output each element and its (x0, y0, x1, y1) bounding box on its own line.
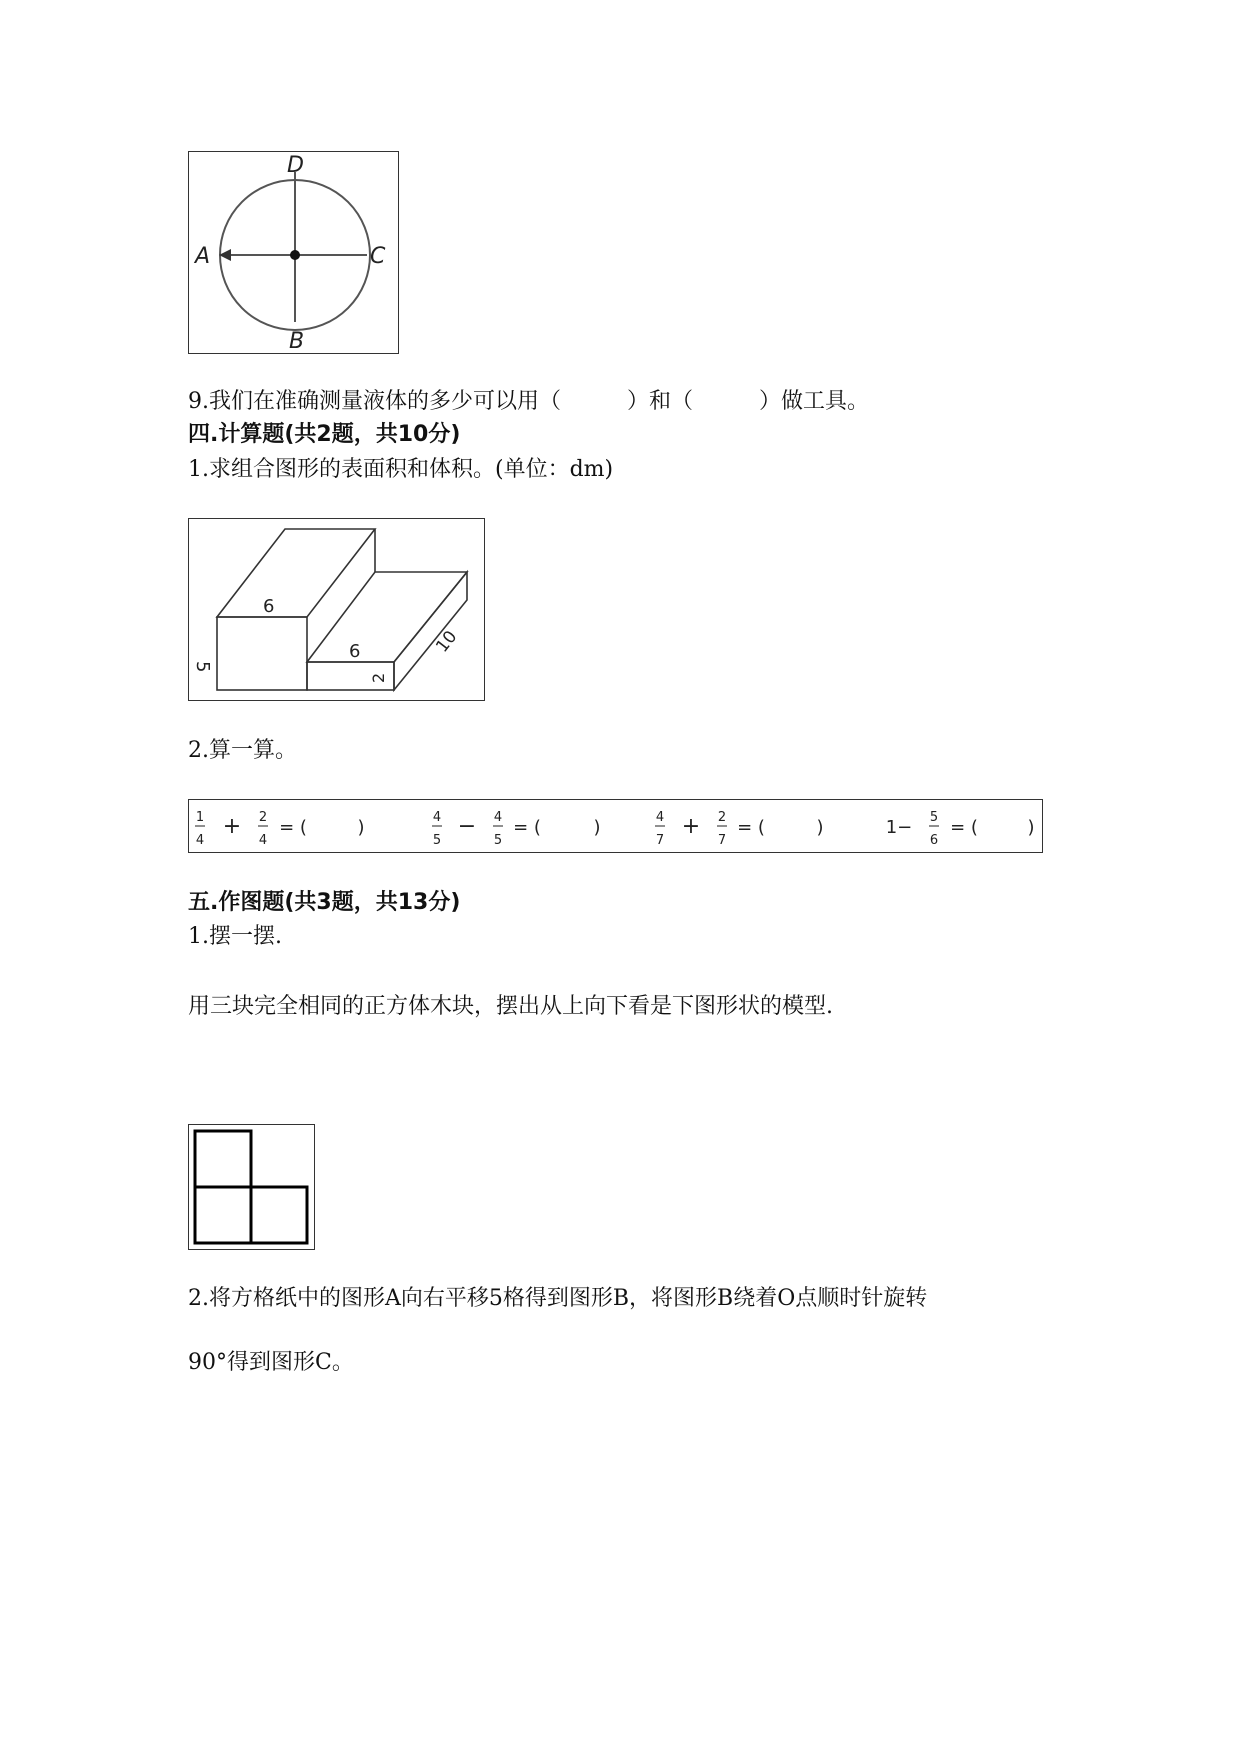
circle-figure (188, 151, 399, 354)
label-step-height: 2 (369, 672, 388, 683)
calc2-a-den: 5 (432, 833, 442, 848)
label-b: B (289, 329, 305, 352)
question-9: 9.我们在准确测量液体的多少可以用（ ）和（ ）做工具。 (188, 389, 869, 414)
section-5-q1-desc: 用三块完全相同的正方体木块，摆出从上向下看是下图形状的模型. (188, 994, 833, 1019)
calc1-b-num: 2 (258, 810, 268, 825)
label-d: D (287, 153, 304, 178)
calc3-a-num: 4 (655, 810, 665, 825)
calculation-row (188, 799, 1043, 853)
calc1-op: + (222, 814, 242, 839)
tall-block-front (217, 617, 307, 690)
section-4-q1: 1.求组合图形的表面积和体积。(单位：dm) (188, 457, 614, 482)
square-top-left (195, 1131, 251, 1187)
label-height: 5 (192, 661, 213, 673)
calc2-close: ) (593, 817, 601, 838)
calc2-a-num: 4 (432, 810, 442, 825)
label-a: A (195, 244, 211, 269)
label-step-length: 6 (349, 641, 361, 662)
calc1-close: ) (357, 817, 365, 838)
calc3-b-den: 7 (717, 833, 727, 848)
calc3-eq: = ( (737, 817, 765, 838)
label-c: C (370, 244, 386, 269)
circle-diagram (189, 152, 397, 352)
center-point (290, 250, 300, 260)
calc4-eq: = ( (950, 817, 978, 838)
calc1-a-den: 4 (195, 833, 205, 848)
square-bottom-left (195, 1187, 251, 1243)
calculation-row-diagram (189, 800, 1042, 852)
calc4-b-den: 6 (929, 833, 939, 848)
composite-solid-diagram (189, 519, 483, 699)
square-bottom-right (251, 1187, 307, 1243)
calc4-lead: 1− (885, 817, 913, 838)
section-5-q2-line2: 90°得到图形C。 (188, 1350, 354, 1375)
composite-solid-figure (188, 518, 485, 701)
calc3-a-den: 7 (655, 833, 665, 848)
calc3-close: ) (816, 817, 824, 838)
calc4-b-num: 5 (929, 810, 939, 825)
calc1-b-den: 4 (258, 833, 268, 848)
step-block-side (394, 572, 467, 690)
section-5-q2-line1: 2.将方格纸中的图形A向右平移5格得到图形B，将图形B绕着O点顺时针旋转 (188, 1286, 928, 1311)
calc3-op: + (681, 814, 701, 839)
calc1-a-num: 1 (195, 810, 205, 825)
calc2-b-den: 5 (493, 833, 503, 848)
top-view-figure (188, 1124, 315, 1250)
calc2-eq: = ( (513, 817, 541, 838)
calc4-close: ) (1027, 817, 1035, 838)
section-5-q1: 1.摆一摆. (188, 924, 282, 949)
top-view-diagram (189, 1125, 314, 1249)
calc3-b-num: 2 (717, 810, 727, 825)
section-4-q2: 2.算一算。 (188, 738, 297, 763)
section-4-heading: 四.计算题(共2题，共10分) (188, 422, 461, 447)
calc2-op: − (457, 814, 477, 839)
calc2-b-num: 4 (493, 810, 503, 825)
calc1-eq: = ( (279, 817, 307, 838)
label-top-length: 6 (263, 596, 275, 617)
section-5-heading: 五.作图题(共3题，共13分) (188, 890, 461, 915)
label-depth: 10 (432, 627, 462, 657)
